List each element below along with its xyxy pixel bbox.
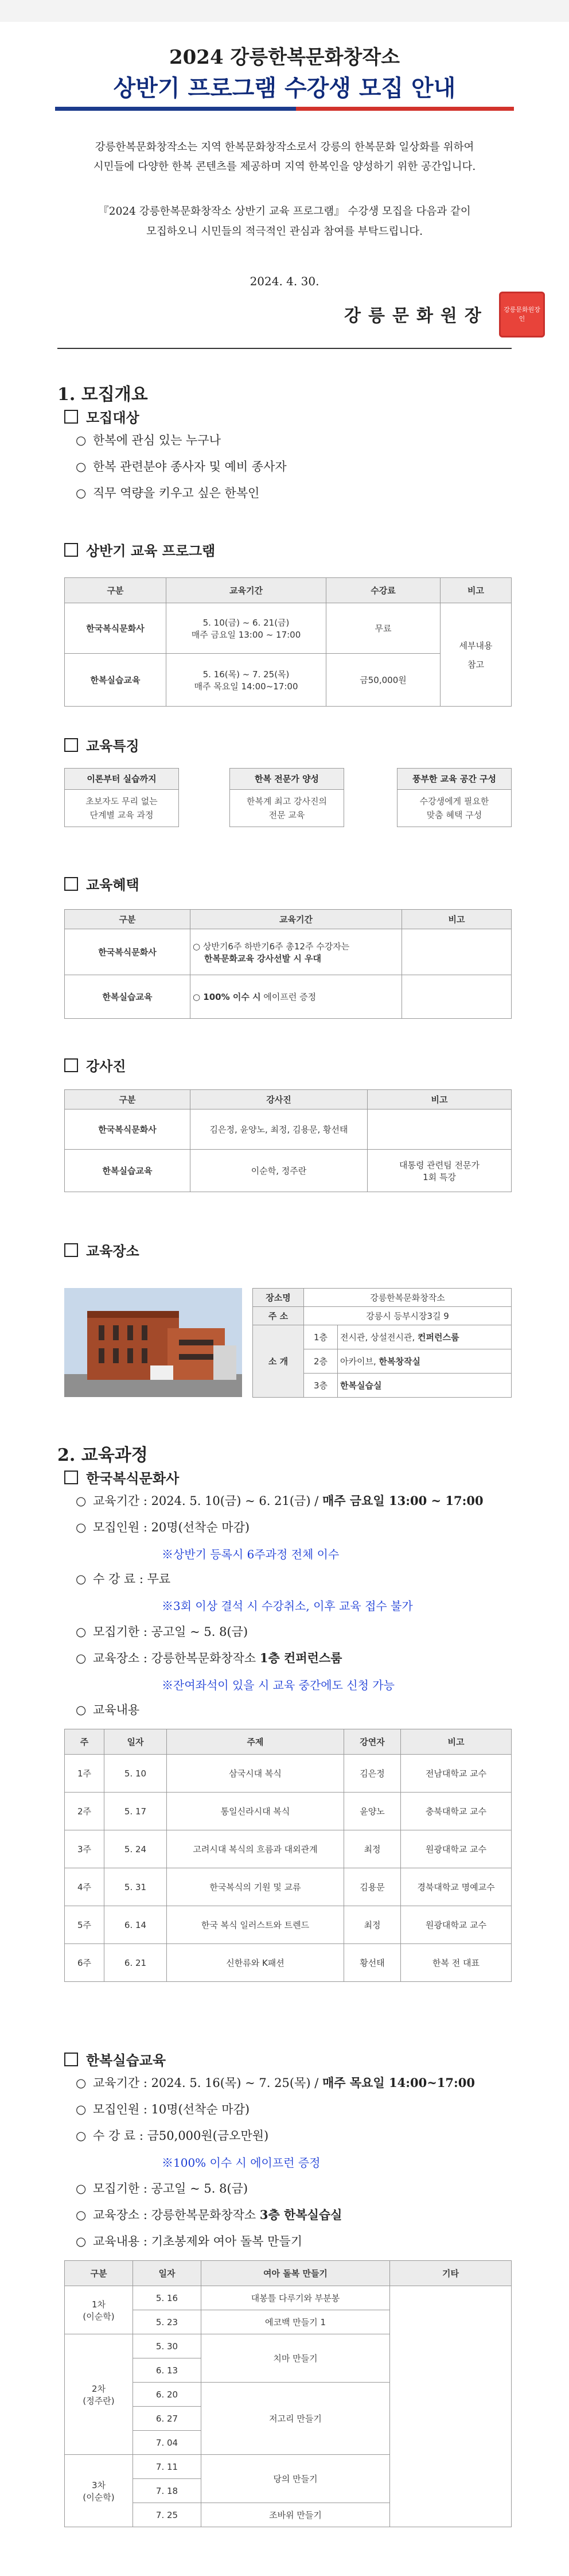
cell bbox=[190, 929, 402, 975]
cell: 6. 14 bbox=[104, 1906, 167, 1944]
cell bbox=[65, 2286, 133, 2334]
list-item-text: 직무 역량을 키우고 싶은 한복인 bbox=[93, 486, 260, 500]
history-schedule-table bbox=[64, 1729, 512, 1982]
info-text: 교육기간 : 2024. 5. 16(목) ~ 7. 25(목) / bbox=[93, 2076, 322, 2090]
list-item-text: 한복 관련분야 종사자 및 예비 종사자 bbox=[93, 460, 287, 474]
list-item-text: 한복에 관심 있는 누구나 bbox=[93, 433, 221, 447]
subsection-heading bbox=[64, 2049, 166, 2069]
cell: 김은정 bbox=[344, 1755, 401, 1793]
cell: 전남대학교 교수 bbox=[401, 1755, 512, 1793]
cell: 강릉시 등부시장3길 9 bbox=[304, 1307, 512, 1325]
cell-bold: 컨퍼런스룸 bbox=[418, 1332, 459, 1343]
cell: 한복실습교육 bbox=[65, 654, 166, 707]
cell: 김용문 bbox=[344, 1868, 401, 1906]
info-line bbox=[76, 2127, 268, 2144]
table-row bbox=[65, 975, 512, 1019]
circle-bullet-icon: ○ bbox=[76, 1625, 87, 1639]
cell: 한국복식의 기원 및 교류 bbox=[167, 1868, 344, 1906]
info-line bbox=[76, 2101, 250, 2118]
info-text: 교육장소 : 강릉한복문화창작소 bbox=[93, 1651, 260, 1665]
page-title: 상반기 프로그램 수강생 모집 안내 bbox=[113, 75, 456, 102]
cell: 7. 11 bbox=[133, 2455, 201, 2479]
cell: 치마 만들기 bbox=[201, 2334, 390, 2383]
intro-line: 강릉한복문화창작소는 지역 한복문화창작소로서 강릉의 한복문화 일상화를 위하여 bbox=[95, 141, 474, 153]
info-text: 교육기간 : 2024. 5. 10(금) ~ 6. 21(금) / bbox=[93, 1494, 322, 1508]
cell: 6주 bbox=[65, 1944, 104, 1982]
list-item bbox=[76, 432, 221, 449]
checkbox-icon bbox=[64, 410, 78, 424]
cell: 저고리 만들기 bbox=[201, 2383, 390, 2455]
col-header: 교육기간 bbox=[190, 910, 402, 929]
cell: 경북대학교 명예교수 bbox=[401, 1868, 512, 1906]
cell: 5. 30 bbox=[133, 2334, 201, 2358]
info-text: 수 강 료 : 금50,000원(금오만원) bbox=[93, 2129, 269, 2143]
info-text: 교육내용 : 기초봉제와 여아 돌복 만들기 bbox=[93, 2234, 303, 2248]
cell: 7. 04 bbox=[133, 2431, 201, 2455]
cell-line: (이순학) bbox=[83, 2311, 115, 2322]
col-header: 여아 돌복 만들기 bbox=[201, 2261, 390, 2286]
cell-bold: ○ 100% 이수 시 bbox=[193, 992, 261, 1002]
cell bbox=[166, 654, 326, 707]
info-bold: 매주 목요일 14:00~17:00 bbox=[322, 2075, 475, 2090]
cell: 원광대학교 교수 bbox=[401, 1830, 512, 1868]
circle-bullet-icon: ○ bbox=[76, 2076, 87, 2090]
section-title: 2. 교육과정 bbox=[57, 1445, 148, 1465]
intro-line: 시민들에 다양한 한복 콘텐츠를 제공하며 지역 한복인을 양성하기 위한 공간입니다. bbox=[93, 161, 476, 173]
col-header: 구분 bbox=[65, 910, 190, 929]
title-line1: 2024 강릉한복문화창작소 bbox=[169, 46, 400, 69]
cell: 5. 24 bbox=[104, 1830, 167, 1868]
cell: 5. 17 bbox=[104, 1793, 167, 1830]
cell: 한국복식문화사 bbox=[65, 603, 166, 654]
cell: 에코백 만들기 1 bbox=[201, 2310, 390, 2334]
benefits-table bbox=[64, 909, 512, 1019]
circle-bullet-icon: ○ bbox=[76, 460, 87, 474]
table-row bbox=[65, 1150, 512, 1192]
col-header: 구분 bbox=[65, 1090, 190, 1109]
col-header: 일자 bbox=[133, 2261, 201, 2286]
cell-line: 2차 bbox=[91, 2383, 106, 2394]
row-label: 장소명 bbox=[253, 1289, 304, 1307]
table-row bbox=[65, 1755, 512, 1793]
cell bbox=[190, 975, 402, 1019]
table-row bbox=[65, 1868, 512, 1906]
circle-bullet-icon: ○ bbox=[76, 1520, 87, 1534]
feature-card bbox=[64, 768, 179, 827]
circle-bullet-icon: ○ bbox=[76, 1703, 87, 1717]
cell-line: 5. 10(금) ~ 6. 21(금) bbox=[202, 617, 290, 628]
checkbox-icon bbox=[64, 877, 78, 891]
col-header: 강사진 bbox=[190, 1090, 368, 1109]
instructors-table bbox=[64, 1089, 512, 1192]
cell: 5주 bbox=[65, 1906, 104, 1944]
info-text: 모집인원 : 10명(선착순 마감) bbox=[93, 2102, 250, 2116]
cell: 5. 10 bbox=[104, 1755, 167, 1793]
note: ※잔여좌석이 있을 시 교육 중간에도 신청 가능 bbox=[162, 1678, 395, 1692]
col-header: 비고 bbox=[441, 578, 512, 603]
cell: 한복실습교육 bbox=[65, 1150, 190, 1192]
table-row bbox=[65, 603, 512, 654]
issue-date: 2024. 4. 30. bbox=[250, 274, 319, 288]
cell: 금50,000원 bbox=[326, 654, 441, 707]
circle-bullet-icon: ○ bbox=[76, 2234, 87, 2248]
info-bold: 3층 한복실습실 bbox=[259, 2208, 342, 2222]
section-divider bbox=[57, 348, 512, 349]
cell bbox=[402, 975, 512, 1019]
navy-bar bbox=[55, 107, 296, 111]
cell-line: 매주 목요일 14:00~17:00 bbox=[194, 681, 298, 692]
cell: 6. 20 bbox=[133, 2383, 201, 2407]
cell: 최정 bbox=[344, 1906, 401, 1944]
cell bbox=[338, 1374, 512, 1398]
cell: 6. 21 bbox=[104, 1944, 167, 1982]
cell bbox=[338, 1325, 512, 1349]
cell: 5. 16 bbox=[133, 2286, 201, 2310]
feature-line: 단계별 교육 과정 bbox=[89, 810, 154, 820]
row-label: 주 소 bbox=[253, 1307, 304, 1325]
circle-bullet-icon: ○ bbox=[76, 1494, 87, 1508]
cell-bold: 한복창작실 bbox=[379, 1356, 420, 1367]
cell: 1층 bbox=[304, 1325, 338, 1349]
program-table bbox=[64, 577, 512, 707]
checkbox-icon bbox=[64, 1471, 78, 1484]
cell-line: (정주란) bbox=[83, 2395, 115, 2406]
info-line bbox=[76, 2180, 248, 2197]
col-header: 주 bbox=[65, 1729, 104, 1755]
subsection-heading bbox=[64, 1055, 126, 1075]
info-line bbox=[76, 1701, 139, 1718]
cell-line: 대통령 관련팀 전문가 bbox=[399, 1159, 480, 1170]
info-bold: 매주 금요일 13:00 ~ 17:00 bbox=[322, 1493, 484, 1508]
cell-line: (이순학) bbox=[83, 2492, 115, 2503]
table-row bbox=[65, 1109, 512, 1150]
section-title: 1. 모집개요 bbox=[57, 385, 148, 405]
heading-text: 한국복식문화사 bbox=[86, 1470, 180, 1487]
info-text: 모집기한 : 공고일 ~ 5. 8(금) bbox=[93, 1625, 248, 1639]
col-header: 주제 bbox=[167, 1729, 344, 1755]
cell: 한국복식문화사 bbox=[65, 929, 190, 975]
col-header: 수강료 bbox=[326, 578, 441, 603]
table-row bbox=[65, 1906, 512, 1944]
list-item bbox=[76, 458, 287, 475]
row-label: 소 개 bbox=[253, 1325, 304, 1398]
checkbox-icon bbox=[64, 1058, 78, 1072]
feature-body bbox=[397, 790, 512, 827]
info-line bbox=[76, 1623, 248, 1640]
cell: 무료 bbox=[326, 603, 441, 654]
feature-title: 한복 전문가 양성 bbox=[229, 768, 344, 790]
circle-bullet-icon: ○ bbox=[76, 1651, 87, 1665]
cell-text: 전시관, 상설전시관, bbox=[340, 1332, 418, 1343]
col-header: 비고 bbox=[401, 1729, 512, 1755]
heading-text: 교육혜택 bbox=[86, 876, 139, 893]
signer-name: 강릉문화원장 bbox=[344, 306, 489, 326]
table-row bbox=[65, 1793, 512, 1830]
cell: 한국 복식 일러스트와 트렌드 bbox=[167, 1906, 344, 1944]
circle-bullet-icon: ○ bbox=[76, 1572, 87, 1586]
checkbox-icon bbox=[64, 738, 78, 752]
cell: 신한류와 K패션 bbox=[167, 1944, 344, 1982]
circle-bullet-icon: ○ bbox=[76, 2182, 87, 2195]
cell: 7. 18 bbox=[133, 2479, 201, 2503]
subsection-heading bbox=[64, 874, 139, 894]
cell-line: 1차 bbox=[91, 2299, 106, 2310]
cell-text: 아카이브, bbox=[340, 1356, 379, 1367]
cell: 한복 전 대표 bbox=[401, 1944, 512, 1982]
cell: 4주 bbox=[65, 1868, 104, 1906]
cell: 한국복식문화사 bbox=[65, 1109, 190, 1150]
cell-line: 1회 특강 bbox=[423, 1171, 456, 1182]
title-divider bbox=[55, 107, 514, 111]
cell bbox=[166, 603, 326, 654]
subsection-heading bbox=[64, 540, 215, 560]
col-header: 교육기간 bbox=[166, 578, 326, 603]
official-seal-icon bbox=[499, 292, 545, 337]
info-text: 교육장소 : 강릉한복문화창작소 bbox=[93, 2208, 260, 2222]
heading-text: 강사진 bbox=[86, 1058, 126, 1074]
cell: 6. 27 bbox=[133, 2407, 201, 2431]
venue-table bbox=[252, 1288, 512, 1398]
cell-text: 에이프런 증정 bbox=[260, 992, 317, 1002]
top-bar bbox=[0, 0, 569, 22]
feature-body bbox=[229, 790, 344, 827]
subsection-heading bbox=[64, 406, 139, 426]
table-row bbox=[65, 1830, 512, 1868]
info-text: 모집인원 : 20명(선착순 마감) bbox=[93, 1520, 250, 1534]
info-text: 교육내용 bbox=[93, 1703, 140, 1717]
list-item bbox=[76, 484, 259, 502]
cell bbox=[441, 603, 512, 707]
heading-text: 한복실습교육 bbox=[86, 2052, 166, 2069]
feature-card bbox=[229, 768, 344, 827]
feature-line: 초보자도 무리 없는 bbox=[85, 796, 158, 806]
table-row bbox=[65, 2286, 512, 2310]
cell bbox=[368, 1109, 512, 1150]
cell: 7. 25 bbox=[133, 2503, 201, 2527]
cell: 고려시대 복식의 흐름과 대외관계 bbox=[167, 1830, 344, 1868]
note: ※100% 이수 시 에이프런 증정 bbox=[162, 2156, 321, 2170]
cell bbox=[390, 2286, 512, 2527]
info-line bbox=[76, 2074, 475, 2092]
cell: 황선태 bbox=[344, 1944, 401, 1982]
cell-line: 3차 bbox=[91, 2480, 106, 2490]
checkbox-icon bbox=[64, 543, 78, 557]
cell: 충북대학교 교수 bbox=[401, 1793, 512, 1830]
col-header: 구분 bbox=[65, 578, 166, 603]
cell: 2주 bbox=[65, 1793, 104, 1830]
cell-line: 한복문화교육 강사선발 시 우대 bbox=[204, 953, 322, 964]
cell: 3층 bbox=[304, 1374, 338, 1398]
info-line bbox=[76, 1650, 342, 1667]
cell: 2층 bbox=[304, 1349, 338, 1374]
feature-title: 풍부한 교육 공간 구성 bbox=[397, 768, 512, 790]
cell: 원광대학교 교수 bbox=[401, 1906, 512, 1944]
heading-text: 교육장소 bbox=[86, 1243, 139, 1259]
table-row bbox=[65, 929, 512, 975]
info-line bbox=[76, 1570, 170, 1588]
circle-bullet-icon: ○ bbox=[76, 2102, 87, 2116]
info-text: 수 강 료 : 무료 bbox=[93, 1572, 171, 1586]
feature-line: 전문 교육 bbox=[268, 810, 305, 820]
subsection-heading bbox=[64, 1467, 179, 1487]
cell: 이순학, 정주란 bbox=[190, 1150, 368, 1192]
feature-card bbox=[397, 768, 512, 827]
heading-text: 상반기 교육 프로그램 bbox=[86, 542, 216, 559]
table-row bbox=[65, 1944, 512, 1982]
red-bar bbox=[296, 107, 514, 111]
circle-bullet-icon: ○ bbox=[76, 2208, 87, 2222]
intro-line: 모집하오니 시민들의 적극적인 관심과 참여를 부탁드립니다. bbox=[146, 226, 423, 238]
cell-line: ○ 상반기6주 하반기6주 총12주 수강자는 bbox=[193, 941, 350, 952]
cell: 5. 23 bbox=[133, 2310, 201, 2334]
col-header: 강연자 bbox=[344, 1729, 401, 1755]
cell bbox=[338, 1349, 512, 1374]
cell: 5. 31 bbox=[104, 1868, 167, 1906]
seal-text: 강릉문화원장인 bbox=[504, 306, 540, 323]
cell: 대봉틀 다루기와 부분봉 bbox=[201, 2286, 390, 2310]
cell: 김은정, 윤양노, 최정, 김용문, 황선태 bbox=[190, 1109, 368, 1150]
feature-line: 맞춤 혜택 구성 bbox=[426, 810, 482, 820]
cell: 삼국시대 복식 bbox=[167, 1755, 344, 1793]
cell-line: 5. 16(목) ~ 7. 25(목) bbox=[202, 669, 290, 680]
cell bbox=[65, 2334, 133, 2455]
info-bold: 1층 컨퍼런스룸 bbox=[259, 1651, 342, 1665]
cell bbox=[65, 2455, 133, 2527]
heading-text: 교육특징 bbox=[86, 738, 139, 754]
cell: 강릉한복문화창작소 bbox=[304, 1289, 512, 1307]
cell: 통일신라시대 복식 bbox=[167, 1793, 344, 1830]
cell-line: 참고 bbox=[467, 659, 484, 670]
intro-line: 『2024 강릉한복문화창작소 상반기 교육 프로그램』 수강생 모집을 다음과 같이 bbox=[98, 205, 471, 218]
feature-line: 수강생에게 필요한 bbox=[419, 796, 489, 806]
note: ※3회 이상 결석 시 수강취소, 이후 교육 접수 불가 bbox=[162, 1599, 413, 1613]
info-line bbox=[76, 2233, 302, 2250]
cell: 윤양노 bbox=[344, 1793, 401, 1830]
cell-line: 매주 금요일 13:00 ~ 17:00 bbox=[191, 629, 301, 640]
feature-body bbox=[64, 790, 179, 827]
info-text: 모집기한 : 공고일 ~ 5. 8(금) bbox=[93, 2182, 248, 2195]
feature-line: 한복계 최고 강사진의 bbox=[247, 796, 327, 806]
cell bbox=[368, 1150, 512, 1192]
note: ※상반기 등록시 6주과정 전체 이수 bbox=[162, 1547, 340, 1561]
info-line bbox=[76, 2206, 342, 2224]
cell: 최정 bbox=[344, 1830, 401, 1868]
table-row bbox=[253, 1307, 512, 1325]
info-line bbox=[76, 1492, 484, 1510]
info-line bbox=[76, 1519, 250, 1536]
cell: 1주 bbox=[65, 1755, 104, 1793]
cell: 조바위 만들기 bbox=[201, 2503, 390, 2527]
cell-bold: 한복실습실 bbox=[340, 1380, 382, 1391]
circle-bullet-icon: ○ bbox=[76, 2129, 87, 2143]
building-photo bbox=[64, 1288, 242, 1397]
table-row bbox=[253, 1289, 512, 1307]
cell bbox=[402, 929, 512, 975]
col-header: 구분 bbox=[65, 2261, 133, 2286]
col-header: 비고 bbox=[368, 1090, 512, 1109]
feature-title: 이론부터 실습까지 bbox=[64, 768, 179, 790]
practice-schedule-table bbox=[64, 2260, 512, 2527]
col-header: 기타 bbox=[390, 2261, 512, 2286]
checkbox-icon bbox=[64, 2053, 78, 2066]
col-header: 일자 bbox=[104, 1729, 167, 1755]
cell: 6. 13 bbox=[133, 2358, 201, 2383]
building-illustration-icon bbox=[64, 1288, 242, 1397]
checkbox-icon bbox=[64, 1243, 78, 1257]
cell: 3주 bbox=[65, 1830, 104, 1868]
cell: 한복실습교육 bbox=[65, 975, 190, 1019]
subsection-heading bbox=[64, 735, 139, 755]
circle-bullet-icon: ○ bbox=[76, 433, 87, 447]
col-header: 비고 bbox=[402, 910, 512, 929]
table-row bbox=[253, 1325, 512, 1349]
cell-line: 세부내용 bbox=[459, 640, 493, 651]
circle-bullet-icon: ○ bbox=[76, 486, 87, 500]
cell: 당의 만들기 bbox=[201, 2455, 390, 2503]
subsection-heading bbox=[64, 1240, 139, 1260]
heading-text: 모집대상 bbox=[86, 409, 139, 426]
